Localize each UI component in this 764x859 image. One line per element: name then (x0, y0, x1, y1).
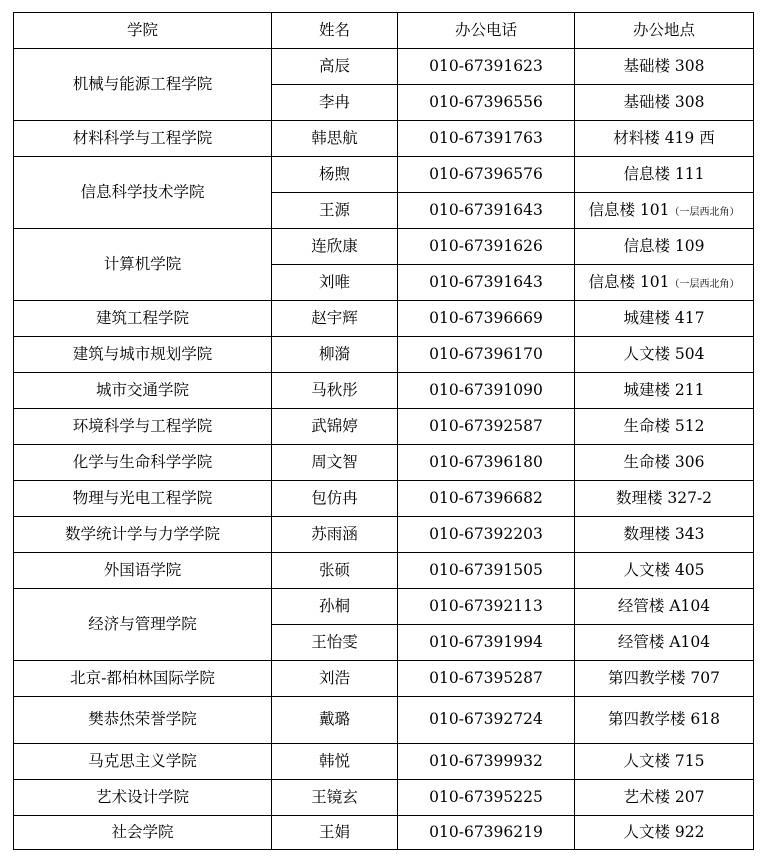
table-row (14, 780, 754, 816)
office-location: 信息楼 109 (623, 236, 705, 255)
office-location: 基础楼 308 (623, 92, 705, 111)
office-note: （一层西北角） (669, 206, 740, 218)
office-location: 生命楼 512 (623, 416, 705, 435)
office-location: 信息楼 111 (623, 164, 705, 183)
phone-cell: 010-67396556 (398, 85, 575, 121)
name-cell: 王源 (272, 193, 398, 229)
phone-cell: 010-67396576 (398, 157, 575, 193)
name-cell: 武锦婷 (272, 409, 398, 445)
office-location: 第四教学楼 618 (607, 710, 720, 729)
office-location: 信息楼 101 (588, 272, 670, 291)
college-cell: 材料科学与工程学院 (14, 121, 272, 157)
name-cell: 杨煦 (272, 157, 398, 193)
office-cell (575, 157, 754, 193)
table-row (14, 409, 754, 445)
table-row (14, 661, 754, 697)
name-cell: 戴璐 (272, 697, 398, 744)
phone-cell: 010-67396669 (398, 301, 575, 337)
phone-cell: 010-67395225 (398, 780, 575, 816)
column-header-name: 姓名 (272, 13, 398, 49)
table-row (14, 157, 754, 193)
office-location: 材料楼 419 西 (613, 128, 715, 147)
office-cell (575, 481, 754, 517)
phone-cell: 010-67391505 (398, 553, 575, 589)
name-cell: 赵宇辉 (272, 301, 398, 337)
table-row (14, 481, 754, 517)
office-location: 人文楼 922 (623, 822, 705, 841)
office-cell (575, 445, 754, 481)
office-location: 基础楼 308 (623, 56, 705, 75)
office-cell (575, 589, 754, 625)
phone-cell: 010-67391994 (398, 625, 575, 661)
college-cell: 环境科学与工程学院 (14, 409, 272, 445)
college-cell: 信息科学技术学院 (14, 157, 272, 229)
name-cell: 刘浩 (272, 661, 398, 697)
office-location: 人文楼 504 (623, 344, 705, 363)
contact-table (13, 12, 754, 850)
college-cell: 建筑与城市规划学院 (14, 337, 272, 373)
name-cell: 包仿冉 (272, 481, 398, 517)
office-location: 信息楼 101 (588, 200, 670, 219)
office-cell (575, 553, 754, 589)
office-cell (575, 193, 754, 229)
college-cell: 建筑工程学院 (14, 301, 272, 337)
college-cell: 化学与生命科学学院 (14, 445, 272, 481)
office-cell (575, 661, 754, 697)
office-location: 第四教学楼 707 (607, 668, 720, 687)
phone-cell: 010-67391643 (398, 265, 575, 301)
table-header-row (14, 13, 754, 49)
office-location: 城建楼 417 (623, 308, 705, 327)
office-cell (575, 517, 754, 553)
phone-cell: 010-67396180 (398, 445, 575, 481)
name-cell: 王娟 (272, 816, 398, 850)
table-row (14, 301, 754, 337)
office-cell (575, 229, 754, 265)
office-cell (575, 337, 754, 373)
phone-cell: 010-67391626 (398, 229, 575, 265)
office-cell (575, 780, 754, 816)
college-cell: 城市交通学院 (14, 373, 272, 409)
college-cell: 数学统计学与力学学院 (14, 517, 272, 553)
table-row (14, 445, 754, 481)
name-cell: 马秋彤 (272, 373, 398, 409)
table-row (14, 744, 754, 780)
name-cell: 韩思航 (272, 121, 398, 157)
phone-cell: 010-67395287 (398, 661, 575, 697)
college-cell: 物理与光电工程学院 (14, 481, 272, 517)
office-cell (575, 625, 754, 661)
name-cell: 连欣康 (272, 229, 398, 265)
phone-cell: 010-67392203 (398, 517, 575, 553)
name-cell: 张硕 (272, 553, 398, 589)
office-cell (575, 697, 754, 744)
office-cell (575, 49, 754, 85)
phone-cell: 010-67396682 (398, 481, 575, 517)
college-cell: 经济与管理学院 (14, 589, 272, 661)
column-header-office: 办公地点 (575, 13, 754, 49)
college-cell: 社会学院 (14, 816, 272, 850)
office-cell (575, 816, 754, 850)
college-cell: 外国语学院 (14, 553, 272, 589)
table-row (14, 589, 754, 625)
name-cell: 李冉 (272, 85, 398, 121)
office-cell (575, 265, 754, 301)
table-row (14, 373, 754, 409)
phone-cell: 010-67396170 (398, 337, 575, 373)
office-cell (575, 85, 754, 121)
table-row (14, 517, 754, 553)
office-location: 生命楼 306 (623, 452, 705, 471)
phone-cell: 010-67396219 (398, 816, 575, 850)
table-row (14, 49, 754, 85)
name-cell: 王镜玄 (272, 780, 398, 816)
office-location: 数理楼 327-2 (615, 488, 713, 507)
table-row (14, 121, 754, 157)
name-cell: 王怡雯 (272, 625, 398, 661)
phone-cell: 010-67391090 (398, 373, 575, 409)
column-header-phone: 办公电话 (398, 13, 575, 49)
name-cell: 韩悦 (272, 744, 398, 780)
college-cell: 樊恭烋荣誉学院 (14, 697, 272, 744)
name-cell: 孙桐 (272, 589, 398, 625)
phone-cell: 010-67399932 (398, 744, 575, 780)
phone-cell: 010-67392113 (398, 589, 575, 625)
college-cell: 艺术设计学院 (14, 780, 272, 816)
college-cell: 马克思主义学院 (14, 744, 272, 780)
phone-cell: 010-67391623 (398, 49, 575, 85)
phone-cell: 010-67391763 (398, 121, 575, 157)
office-note: （一层西北角） (669, 278, 740, 290)
table-row (14, 337, 754, 373)
office-location: 艺术楼 207 (623, 787, 705, 806)
name-cell: 高辰 (272, 49, 398, 85)
table-row (14, 697, 754, 744)
phone-cell: 010-67392724 (398, 697, 575, 744)
name-cell: 苏雨涵 (272, 517, 398, 553)
office-cell (575, 373, 754, 409)
phone-cell: 010-67392587 (398, 409, 575, 445)
college-cell: 北京-都柏林国际学院 (14, 661, 272, 697)
office-location: 人文楼 405 (623, 560, 705, 579)
office-location: 人文楼 715 (623, 751, 705, 770)
name-cell: 刘唯 (272, 265, 398, 301)
office-location: 经管楼 A104 (617, 596, 711, 615)
office-cell (575, 301, 754, 337)
phone-cell: 010-67391643 (398, 193, 575, 229)
office-location: 经管楼 A104 (617, 632, 711, 651)
college-cell: 机械与能源工程学院 (14, 49, 272, 121)
office-cell (575, 121, 754, 157)
name-cell: 柳漪 (272, 337, 398, 373)
office-location: 数理楼 343 (623, 524, 705, 543)
table-row (14, 816, 754, 850)
office-location: 城建楼 211 (623, 380, 705, 399)
table-body (14, 49, 754, 850)
table-row (14, 553, 754, 589)
office-cell (575, 744, 754, 780)
column-header-college: 学院 (14, 13, 272, 49)
name-cell: 周文智 (272, 445, 398, 481)
table-row (14, 229, 754, 265)
office-cell (575, 409, 754, 445)
college-cell: 计算机学院 (14, 229, 272, 301)
